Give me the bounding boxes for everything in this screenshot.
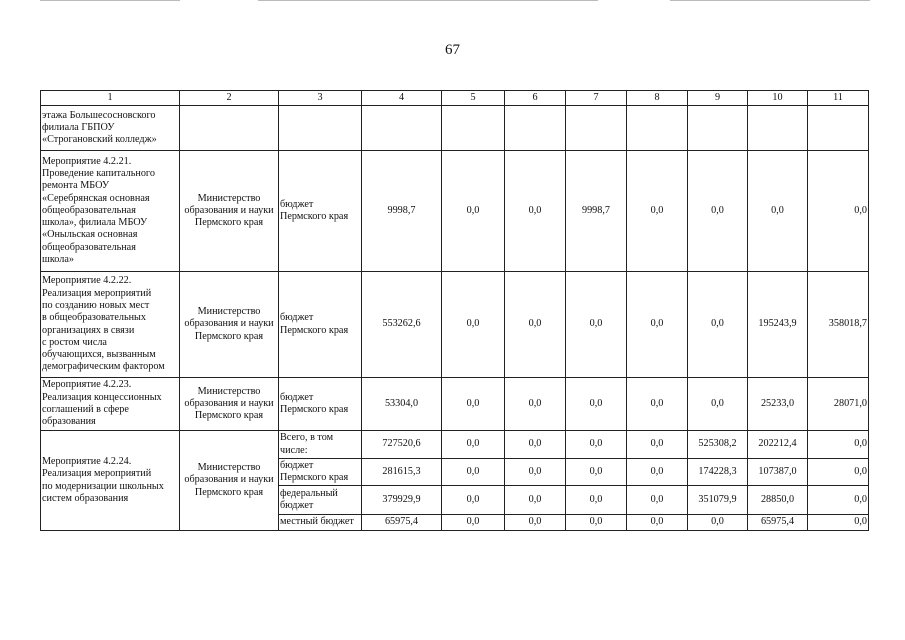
funding-source-cell <box>279 106 362 151</box>
measure-name-line: «Оныльская основная <box>42 229 138 241</box>
value-cell: 0,0 <box>808 515 869 531</box>
value-cell: 0,0 <box>442 459 505 486</box>
funding-source-cell <box>279 272 362 378</box>
executor-cell <box>180 431 279 531</box>
value-cell: 0,0 <box>627 431 688 459</box>
funding-source-cell <box>279 515 362 531</box>
measure-name-line: «Строгановский колледж» <box>42 134 157 146</box>
value-cell: 0,0 <box>627 151 688 272</box>
column-number: 9 <box>688 91 748 106</box>
funding-source-line: Пермского края <box>280 211 349 222</box>
value-cell: 0,0 <box>505 431 566 459</box>
table-row <box>41 431 869 459</box>
measure-name-line: организациях в связи <box>42 324 135 336</box>
measure-name-line: Мероприятие 4.2.22. <box>42 275 132 287</box>
value-cell: 281615,3 <box>362 459 442 486</box>
column-number: 11 <box>808 91 869 106</box>
funding-source-cell <box>279 431 362 459</box>
value-cell: 0,0 <box>808 431 869 459</box>
value-cell: 0,0 <box>505 515 566 531</box>
column-number: 7 <box>566 91 627 106</box>
measure-name-line: филиала ГБПОУ <box>42 121 115 133</box>
value-cell: 0,0 <box>808 151 869 272</box>
value-cell: 53304,0 <box>362 378 442 431</box>
table-row <box>41 272 869 378</box>
funding-source-line: бюджет <box>280 500 314 511</box>
value-cell: 0,0 <box>442 486 505 515</box>
funding-source-cell <box>279 459 362 486</box>
executor-line: Пермского края <box>194 330 264 342</box>
value-cell: 195243,9 <box>748 272 808 378</box>
measure-name-line: Реализация концессионных <box>42 391 162 403</box>
funding-source-cell <box>279 486 362 515</box>
executor-line: образования и науки <box>184 204 274 216</box>
value-cell <box>808 106 869 151</box>
value-cell <box>748 106 808 151</box>
funding-source-cell <box>279 151 362 272</box>
measure-name-line: по созданию новых мест <box>42 299 150 311</box>
measure-name-line: этажа Большесосновского <box>42 109 156 121</box>
column-number: 2 <box>180 91 279 106</box>
table-row <box>41 106 869 151</box>
measure-name-line: ремонта МБОУ <box>42 180 110 192</box>
measure-name-line: образования <box>42 416 96 428</box>
value-cell <box>442 106 505 151</box>
column-number: 1 <box>41 91 180 106</box>
value-cell: 202212,4 <box>748 431 808 459</box>
executor-line: Министерство <box>197 192 261 204</box>
funding-source-line: местный бюджет <box>280 516 354 528</box>
value-cell: 107387,0 <box>748 459 808 486</box>
value-cell: 0,0 <box>442 431 505 459</box>
value-cell: 0,0 <box>505 486 566 515</box>
funding-source-line: бюджет <box>280 198 314 210</box>
value-cell: 0,0 <box>566 459 627 486</box>
measure-name-cell <box>41 151 180 272</box>
value-cell: 0,0 <box>627 378 688 431</box>
column-number: 4 <box>362 91 442 106</box>
value-cell: 0,0 <box>688 378 748 431</box>
column-number: 3 <box>279 91 362 106</box>
value-cell: 65975,4 <box>748 515 808 531</box>
value-cell: 9998,7 <box>566 151 627 272</box>
funding-source-line: Пермского края <box>280 472 349 483</box>
value-cell: 28071,0 <box>808 378 869 431</box>
page-number: 67 <box>445 42 460 58</box>
executor-line: Министерство <box>197 306 261 318</box>
measure-name-line: демографическим фактором <box>42 361 165 373</box>
value-cell: 0,0 <box>688 515 748 531</box>
value-cell: 25233,0 <box>748 378 808 431</box>
executor-cell <box>180 106 279 151</box>
column-number: 6 <box>505 91 566 106</box>
value-cell: 0,0 <box>627 459 688 486</box>
value-cell: 0,0 <box>566 431 627 459</box>
value-cell: 0,0 <box>808 486 869 515</box>
value-cell: 0,0 <box>566 272 627 378</box>
value-cell: 0,0 <box>627 272 688 378</box>
measure-name-line: систем образования <box>42 492 129 504</box>
value-cell <box>627 106 688 151</box>
executor-line: Пермского края <box>194 486 264 498</box>
value-cell: 553262,6 <box>362 272 442 378</box>
value-cell: 525308,2 <box>688 431 748 459</box>
executor-line: образования и науки <box>184 318 274 330</box>
top-scan-rule-left <box>40 0 180 1</box>
funding-source-line: бюджет <box>280 391 314 403</box>
measure-name-line: Реализация мероприятий <box>42 468 152 480</box>
measure-name-line: по модернизации школьных <box>42 480 164 492</box>
value-cell <box>362 106 442 151</box>
measure-name-line: обучающихся, вызванным <box>42 349 156 361</box>
measure-name-cell <box>41 378 180 431</box>
funding-source-line: Всего, в том <box>280 432 334 444</box>
executor-line: Министерство <box>197 462 261 474</box>
value-cell: 0,0 <box>688 272 748 378</box>
executor-line: Министерство <box>197 385 261 397</box>
value-cell <box>505 106 566 151</box>
executor-cell <box>180 151 279 272</box>
column-number-row <box>41 91 869 106</box>
measure-name-line: общеобразовательная <box>42 204 136 216</box>
measure-name-line: Реализация мероприятий <box>42 287 152 299</box>
value-cell: 65975,4 <box>362 515 442 531</box>
executor-line: образования и науки <box>184 474 274 486</box>
value-cell: 0,0 <box>505 378 566 431</box>
value-cell <box>688 106 748 151</box>
value-cell: 351079,9 <box>688 486 748 515</box>
measure-name-line: соглашений в сфере <box>42 404 129 415</box>
measure-name-cell <box>41 272 180 378</box>
measure-name-line: Проведение капитального <box>42 167 155 179</box>
measure-name-line: школа», филиала МБОУ <box>42 217 148 229</box>
value-cell: 0,0 <box>442 515 505 531</box>
measure-name-line: общеобразовательная <box>42 241 136 253</box>
funding-source-line: федеральный <box>280 487 338 499</box>
column-number: 10 <box>748 91 808 106</box>
measure-name-line: «Серебрянская основная <box>42 192 150 204</box>
measure-name-line: Мероприятие 4.2.21. <box>42 155 132 167</box>
executor-line: Пермского края <box>194 217 264 229</box>
value-cell: 0,0 <box>627 515 688 531</box>
executor-line: Пермского края <box>194 410 264 422</box>
value-cell: 0,0 <box>566 486 627 515</box>
top-scan-rule-middle <box>258 0 598 1</box>
value-cell: 174228,3 <box>688 459 748 486</box>
measure-name-line: школа» <box>42 254 74 266</box>
value-cell: 0,0 <box>566 378 627 431</box>
measure-name-line: Мероприятие 4.2.23. <box>42 379 132 391</box>
column-number: 5 <box>442 91 505 106</box>
value-cell: 0,0 <box>748 151 808 272</box>
funding-source-line: бюджет <box>280 459 314 471</box>
funding-source-line: бюджет <box>280 312 314 324</box>
value-cell <box>566 106 627 151</box>
measure-name-cell <box>41 431 180 531</box>
funding-source-line: Пермского края <box>280 404 349 415</box>
measure-name-cell <box>41 106 180 151</box>
value-cell: 0,0 <box>566 515 627 531</box>
value-cell: 0,0 <box>505 459 566 486</box>
value-cell: 0,0 <box>442 151 505 272</box>
budget-table <box>40 90 869 531</box>
value-cell: 0,0 <box>808 459 869 486</box>
funding-source-cell <box>279 378 362 431</box>
table-row <box>41 151 869 272</box>
value-cell: 0,0 <box>688 151 748 272</box>
measure-name-line: с ростом числа <box>42 336 107 348</box>
table-row <box>41 378 869 431</box>
measure-name-line: Мероприятие 4.2.24. <box>42 455 132 467</box>
executor-cell <box>180 272 279 378</box>
value-cell: 28850,0 <box>748 486 808 515</box>
value-cell: 0,0 <box>505 272 566 378</box>
value-cell: 0,0 <box>442 378 505 431</box>
measure-name-line: в общеобразовательных <box>42 312 146 324</box>
value-cell: 0,0 <box>442 272 505 378</box>
value-cell: 727520,6 <box>362 431 442 459</box>
executor-cell <box>180 378 279 431</box>
funding-source-line: Пермского края <box>280 324 349 336</box>
value-cell: 379929,9 <box>362 486 442 515</box>
value-cell: 358018,7 <box>808 272 869 378</box>
top-scan-rule-right <box>670 0 870 1</box>
value-cell: 0,0 <box>505 151 566 272</box>
value-cell: 0,0 <box>627 486 688 515</box>
executor-line: образования и науки <box>184 397 274 409</box>
funding-source-line: числе: <box>280 444 308 456</box>
value-cell: 9998,7 <box>362 151 442 272</box>
column-number: 8 <box>627 91 688 106</box>
